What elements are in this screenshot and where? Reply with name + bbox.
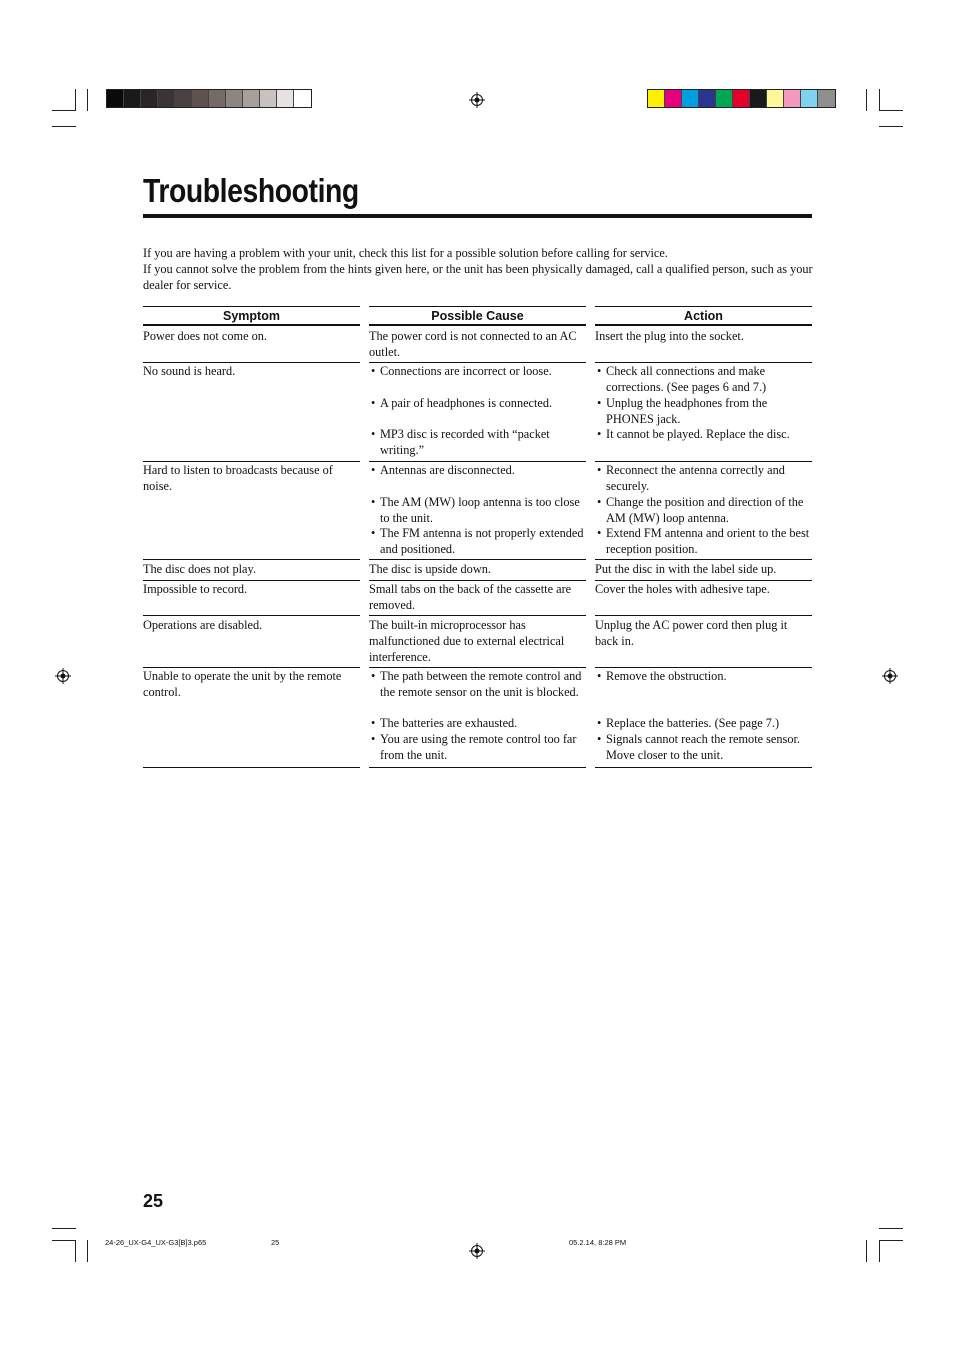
color-swatch [733,90,750,107]
cause-text: The FM antenna is not properly extended and positioned. [380,526,584,556]
cause-text: MP3 disc is recorded with “packet writing.” [380,427,550,457]
row-divider [143,461,360,462]
cause-cell: Small tabs on the back of the cassette are removed. [369,582,572,612]
cause-bullet [369,732,586,764]
crop-mark [879,110,903,111]
bullet-icon: • [597,463,602,477]
registration-target-icon [469,92,485,108]
row-divider [369,580,586,581]
gray-swatch [124,90,141,107]
action-bullet [595,732,812,764]
crop-mark [879,1240,903,1241]
intro-text [143,245,813,293]
row-divider [595,559,812,560]
row-divider [595,767,812,768]
bullet-icon: • [597,526,602,540]
bullet-icon: • [371,396,376,410]
row-divider [369,615,586,616]
crop-mark [52,1228,76,1229]
gray-swatch [243,90,260,107]
footer-page: 25 [271,1238,280,1247]
crop-mark [75,89,76,111]
symptom-cell: The disc does not play. [143,562,256,576]
action-cell: Put the disc in with the label side up. [595,562,777,576]
action-text: Remove the obstruction. [606,669,727,683]
color-swatch [665,90,682,107]
gray-swatch [141,90,158,107]
header-symptom: Symptom [143,306,360,326]
page-number: 25 [143,1191,164,1211]
cause-text: Connections are incorrect or loose. [380,364,552,378]
color-swatch [682,90,699,107]
cause-text: The batteries are exhausted. [380,716,518,730]
row-divider [143,615,360,616]
row-divider [369,767,586,768]
action-text: Signals cannot reach the remote sensor. Move closer to the unit. [606,732,800,762]
gray-swatch [192,90,209,107]
color-calibration-bar [647,89,836,108]
row-divider [143,362,360,363]
bullet-icon: • [371,669,376,683]
bullet-icon: • [371,716,376,730]
color-swatch [818,90,835,107]
footer-filename: 24-26_UX-G4_UX-G3[B]3.p65 [105,1238,207,1247]
row-divider [595,667,812,668]
cause-bullet [369,396,586,412]
bullet-icon: • [371,364,376,378]
bullet-icon: • [597,364,602,378]
color-swatch [716,90,733,107]
row-divider [143,667,360,668]
row-divider [143,559,360,560]
bullet-icon: • [597,427,602,441]
action-text: Replace the batteries. (See page 7.) [606,716,780,730]
cause-bullet [369,463,586,479]
intro-paragraph: If you cannot solve the problem from the hints given here, or the unit has been physically damaged, call a qualified person, such as your dealer for service. [143,262,813,292]
action-cell: Unplug the AC power cord then plug it back in. [595,618,788,648]
row-divider [369,559,586,560]
action-text: Check all connections and make corrections. (See pages 6 and 7.) [606,364,767,394]
action-bullet [595,463,812,495]
row-divider [595,580,812,581]
color-swatch [699,90,716,107]
symptom-cell: Impossible to record. [143,582,248,596]
symptom-cell: No sound is heard. [143,364,236,378]
symptom-cell: Power does not come on. [143,329,267,343]
color-swatch [648,90,665,107]
action-bullet [595,427,812,443]
registration-target-icon [469,1243,485,1259]
registration-target-icon [55,668,71,684]
gray-swatch [260,90,277,107]
bullet-icon: • [371,427,376,441]
crop-mark [87,1240,88,1262]
cause-text: Antennas are disconnected. [380,463,515,477]
cause-bullet [369,669,586,701]
row-divider [143,580,360,581]
bullet-icon: • [597,669,602,683]
color-swatch [784,90,801,107]
action-text: Change the position and direction of the AM (MW) loop antenna. [606,495,804,525]
cause-cell: The disc is upside down. [369,562,491,576]
row-divider [369,461,586,462]
gray-swatch [107,90,124,107]
crop-mark [52,1240,76,1241]
action-text: Reconnect the antenna correctly and securely. [606,463,785,493]
action-bullet [595,495,812,527]
bullet-icon: • [597,716,602,730]
gray-swatch [175,90,192,107]
color-swatch [767,90,784,107]
gray-swatch [277,90,294,107]
cause-bullet [369,364,586,380]
cause-cell: The built-in microprocessor has malfunctioned due to external electrical interference. [369,618,565,664]
action-bullet [595,526,812,558]
gray-swatch [158,90,175,107]
cause-text: The path between the remote control and the remote sensor on the unit is blocked. [380,669,582,699]
row-divider [595,362,812,363]
row-divider [595,615,812,616]
action-bullet [595,669,812,685]
cause-cell: The power cord is not connected to an AC outlet. [369,329,577,359]
crop-mark [52,126,76,127]
crop-mark [87,89,88,111]
crop-mark [866,89,867,111]
symptom-cell: Unable to operate the unit by the remote control. [143,669,342,699]
color-swatch [750,90,767,107]
bullet-icon: • [597,396,602,410]
cause-bullet [369,526,586,558]
crop-mark [52,110,76,111]
bullet-icon: • [597,732,602,746]
crop-mark [75,1240,76,1262]
gray-swatch [209,90,226,107]
row-divider [595,461,812,462]
action-cell: Cover the holes with adhesive tape. [595,582,770,596]
row-divider [143,767,360,768]
row-divider [369,667,586,668]
title-rule [143,214,812,218]
bullet-icon: • [371,732,376,746]
crop-mark [879,1228,903,1229]
action-bullet [595,396,812,428]
symptom-cell: Hard to listen to broadcasts because of noise. [143,463,333,493]
crop-mark [879,1240,880,1262]
action-text: It cannot be played. Replace the disc. [606,427,790,441]
cause-text: You are using the remote control too far from the unit. [380,732,577,762]
cause-text: A pair of headphones is connected. [380,396,553,410]
bullet-icon: • [371,463,376,477]
registration-target-icon [882,668,898,684]
bullet-icon: • [371,495,376,509]
action-bullet [595,364,812,396]
intro-paragraph: If you are having a problem with your unit, check this list for a possible solution before calling for service. [143,246,668,260]
crop-mark [879,126,903,127]
action-text: Extend FM antenna and orient to the best reception position. [606,526,810,556]
action-bullet [595,716,812,732]
page-title: Troubleshooting [143,172,359,209]
bullet-icon: • [597,495,602,509]
bullet-icon: • [371,526,376,540]
cause-bullet [369,495,586,527]
action-cell: Insert the plug into the socket. [595,329,744,343]
gray-swatch [294,90,311,107]
gray-swatch [226,90,243,107]
row-divider [369,362,586,363]
action-text: Unplug the headphones from the PHONES jack. [606,396,768,426]
cause-bullet [369,716,586,732]
footer-date: 05.2.14, 8:28 PM [569,1238,627,1247]
header-possible-cause: Possible Cause [369,306,586,326]
cause-bullet [369,427,586,459]
symptom-cell: Operations are disabled. [143,618,263,632]
cause-text: The AM (MW) loop antenna is too close to the unit. [380,495,580,525]
crop-mark [866,1240,867,1262]
grayscale-calibration-bar [106,89,312,108]
color-swatch [801,90,818,107]
crop-mark [879,89,880,111]
header-action: Action [595,306,812,326]
